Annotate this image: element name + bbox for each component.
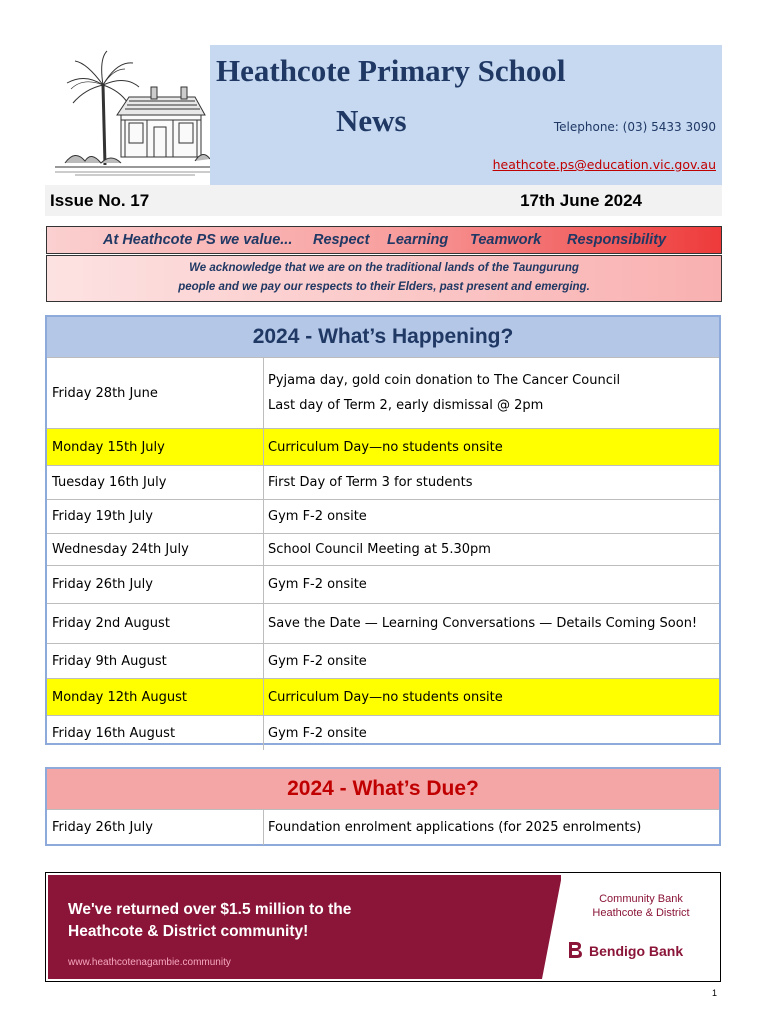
event-date: Friday 16th August bbox=[52, 725, 176, 741]
whats-due-rows bbox=[47, 810, 719, 845]
event-text: Pyjama day, gold coin donation to The Cancer Council bbox=[268, 373, 621, 388]
event-date: Tuesday 16th July bbox=[52, 475, 167, 490]
event-date: Monday 12th August bbox=[52, 689, 187, 705]
event-text: Save the Date — Learning Conversations — Details Coming Soon! bbox=[268, 616, 698, 631]
whats-happening-title: 2024 - What’s Happening? bbox=[47, 317, 719, 358]
email-link[interactable]: heathcote.ps@education.vic.gov.au bbox=[492, 157, 716, 172]
event-text: Gym F-2 onsite bbox=[268, 509, 367, 524]
value-learning: Learning bbox=[387, 232, 449, 248]
school-name: Heathcote Primary School bbox=[216, 53, 566, 88]
event-date: Friday 26th July bbox=[52, 820, 153, 835]
values-banner bbox=[46, 226, 722, 254]
value-responsibility: Responsibility bbox=[567, 232, 667, 248]
table-row bbox=[47, 429, 719, 466]
advert-headline-line-2: Heathcote & District community! bbox=[68, 923, 309, 940]
issue-date: 17th June 2024 bbox=[520, 191, 642, 210]
value-teamwork: Teamwork bbox=[470, 232, 542, 248]
table-row bbox=[47, 466, 719, 500]
event-text: First Day of Term 3 for students bbox=[268, 475, 473, 490]
event-details bbox=[263, 429, 719, 465]
event-details bbox=[263, 466, 719, 499]
table-row bbox=[47, 679, 719, 716]
header-banner bbox=[210, 45, 722, 185]
acknowledgement-line-2: people and we pay our respects to their Elders, past present and emerging. bbox=[178, 281, 590, 293]
event-date: Friday 26th July bbox=[52, 577, 153, 592]
whats-happening-rows bbox=[47, 358, 719, 750]
event-details bbox=[263, 534, 719, 565]
issue-number: Issue No. 17 bbox=[50, 191, 150, 210]
event-details bbox=[263, 604, 719, 643]
community-bank-label: Community Bank bbox=[599, 893, 683, 905]
event-text: Foundation enrolment applications (for 2025 enrolments) bbox=[268, 820, 642, 835]
table-row bbox=[47, 604, 719, 644]
event-details bbox=[263, 716, 719, 750]
school-house-illustration bbox=[55, 45, 210, 185]
event-date: Monday 15th July bbox=[52, 439, 165, 455]
issue-bar bbox=[45, 185, 722, 216]
whats-due-table bbox=[45, 767, 721, 846]
table-row bbox=[47, 534, 719, 566]
event-text: Gym F-2 onsite bbox=[268, 577, 367, 592]
table-row bbox=[47, 500, 719, 534]
event-text: Last day of Term 2, early dismissal @ 2pm bbox=[268, 398, 544, 413]
bendigo-bank-name: Bendigo Bank bbox=[589, 943, 684, 959]
table-row bbox=[47, 810, 719, 845]
event-date: Friday 2nd August bbox=[52, 616, 170, 631]
newsletter-title: News bbox=[336, 103, 407, 138]
acknowledgement-line-1: We acknowledge that we are on the traditional lands of the Taungurung bbox=[189, 262, 579, 274]
value-respect: Respect bbox=[313, 232, 370, 248]
event-date: Wednesday 24th July bbox=[52, 542, 189, 557]
community-bank-advert[interactable] bbox=[45, 872, 721, 982]
advert-headline-line-1: We've returned over $1.5 million to the bbox=[68, 901, 352, 918]
event-text: Gym F-2 onsite bbox=[268, 725, 367, 741]
acknowledgement-of-country bbox=[46, 255, 722, 302]
event-text: Curriculum Day—no students onsite bbox=[268, 439, 503, 455]
table-row bbox=[47, 644, 719, 679]
event-details bbox=[263, 566, 719, 603]
telephone-number: Telephone: (03) 5433 3090 bbox=[553, 120, 716, 134]
community-bank-branch: Heathcote & District bbox=[592, 907, 690, 919]
table-row bbox=[47, 566, 719, 604]
event-details bbox=[263, 679, 719, 715]
advert-url-link[interactable]: www.heathcotenagambie.community bbox=[68, 957, 231, 968]
values-lead: At Heathcote PS we value... bbox=[103, 232, 293, 248]
table-row bbox=[47, 716, 719, 750]
whats-due-title: 2024 - What’s Due? bbox=[47, 769, 719, 810]
event-text: School Council Meeting at 5.30pm bbox=[268, 542, 491, 557]
event-text: Gym F-2 onsite bbox=[268, 653, 367, 669]
whats-happening-table bbox=[45, 315, 721, 745]
event-details bbox=[263, 500, 719, 533]
event-details bbox=[263, 358, 719, 428]
event-details bbox=[263, 644, 719, 678]
event-text: Curriculum Day—no students onsite bbox=[268, 689, 503, 705]
table-row bbox=[47, 358, 719, 429]
advert-message-panel bbox=[48, 875, 561, 979]
event-date: Friday 19th July bbox=[52, 509, 153, 524]
event-date: Friday 28th June bbox=[52, 385, 158, 401]
advert-divider bbox=[542, 875, 561, 979]
event-details bbox=[263, 810, 719, 845]
event-date: Friday 9th August bbox=[52, 653, 167, 669]
page-number: 1 bbox=[712, 988, 718, 998]
bendigo-bank-logo-icon bbox=[567, 941, 583, 959]
